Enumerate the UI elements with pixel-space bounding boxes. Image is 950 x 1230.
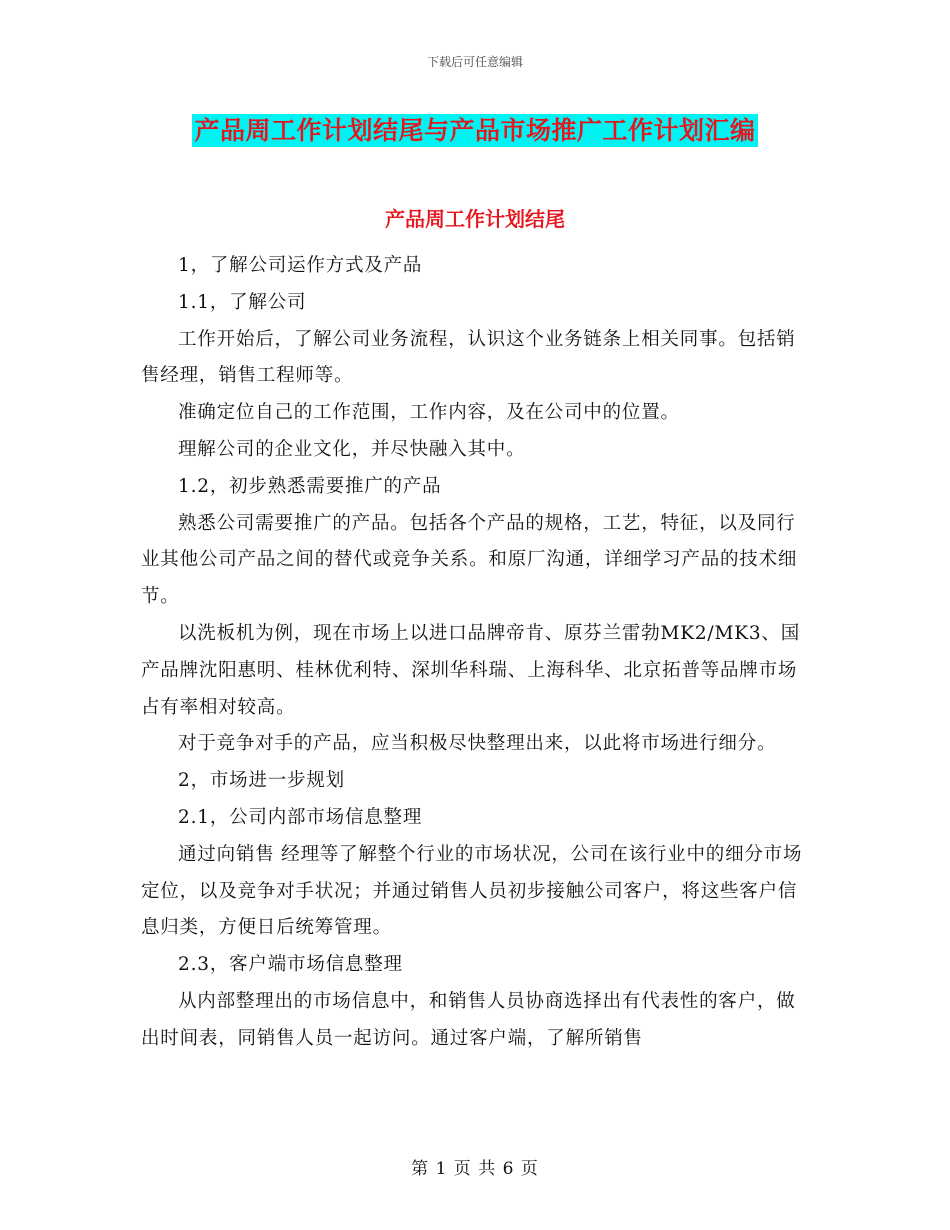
page-header-note: 下载后可任意编辑	[426, 55, 523, 69]
section-title: 产品周工作计划结尾	[385, 207, 565, 231]
paragraph: 理解公司的企业文化，并尽快融入其中。	[178, 438, 526, 460]
paragraph: 对于竞争对手的产品，应当积极尽快整理出来，以此将市场进行细分。	[178, 733, 777, 755]
paragraph: 1.1，了解公司	[178, 291, 307, 313]
paragraph: 通过向销售 经理等了解整个行业的市场状况，公司在该行业中的细分市场定位，以及竞争对手状况；并通过销售人员初步接触公司客户，将这些客户信息归类，方便日后统筹管理。	[141, 843, 803, 939]
paragraph: 以洗板机为例，现在市场上以进口品牌帝肯、原芬兰雷勃MK2/MK3、国产品牌沈阳惠明、桂林优利特、深圳华科瑞、上海科华、北京拓普等品牌市场占有率相对较高。	[141, 622, 801, 718]
paragraph: 工作开始后，了解公司业务流程，认识这个业务链条上相关同事。包括销售经理，销售工程师等。	[141, 328, 796, 387]
document-title-text: 产品周工作计划结尾与产品市场推广工作计划汇编	[194, 116, 756, 145]
paragraph: 准确定位自己的工作范围，工作内容，及在公司中的位置。	[178, 402, 680, 424]
paragraph: 熟悉公司需要推广的产品。包括各个产品的规格，工艺，特征，以及同行业其他公司产品之间的替代或竞争关系。和原厂沟通，详细学习产品的技术细节。	[141, 512, 798, 608]
paragraph: 2.1，公司内部市场信息整理	[178, 806, 423, 828]
paragraph: 2.3，客户端市场信息整理	[178, 954, 403, 976]
paragraph: 从内部整理出的市场信息中，和销售人员协商选择出有代表性的客户，做出时间表，同销售人员一起访问。通过客户端，了解所销售	[141, 990, 796, 1049]
paragraph: 1.2，初步熟悉需要推广的产品	[178, 475, 442, 497]
document-body	[141, 248, 806, 1058]
document-title	[0, 111, 950, 147]
page-number-footer: 第 1 页 共 6 页	[411, 1159, 539, 1179]
paragraph: 2，市场进一步规划	[178, 770, 345, 792]
paragraph: 1，了解公司运作方式及产品	[178, 255, 423, 276]
